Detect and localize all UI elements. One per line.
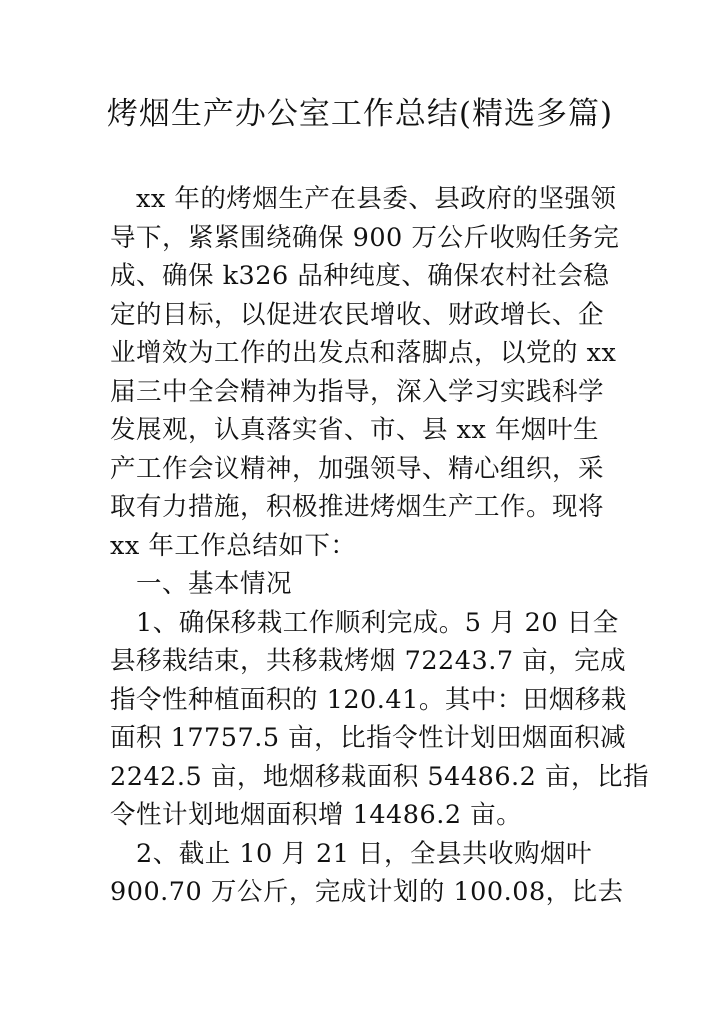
paragraph-line: 导下，紧紧围绕确保 900 万公斤收购任务完 <box>110 222 620 253</box>
paragraph-line: 成、确保 k326 品种纯度、确保农村社会稳 <box>110 261 610 291</box>
paragraph-line: 县移栽结束，共移栽烤烟 72243.7 亩，完成 <box>110 646 627 676</box>
paragraph-line: xx 年的烤烟生产在县委、县政府的坚强领 <box>136 184 617 214</box>
paragraph-line: 发展观，认真落实省、市、县 xx 年烟叶生 <box>110 415 599 445</box>
paragraph-line: 面积 17757.5 亩，比指令性计划田烟面积减 <box>110 723 627 753</box>
document-body <box>110 180 649 912</box>
paragraph-line: 届三中全会精神为指导，深入学习实践科学 <box>110 376 605 407</box>
paragraph-line: 取有力措施，积极推进烤烟生产工作。现将 <box>110 492 605 522</box>
document-title: 烤烟生产办公室工作总结(精选多篇) <box>106 96 614 132</box>
paragraph-line: 定的目标，以促进农民增收、财政增长、企 <box>110 299 605 330</box>
paragraph-line: 令性计划地烟面积增 14486.2 亩。 <box>110 800 523 830</box>
paragraph-line: 产工作会议精神，加强领导、精心组织，采 <box>110 453 605 484</box>
paragraph-line: xx 年工作总结如下： <box>110 530 357 561</box>
paragraph-line: 1、确保移栽工作顺利完成。5 月 20 日全 <box>136 607 619 638</box>
paragraph-line: 指令性种植面积的 120.41。其中：田烟移栽 <box>110 684 627 715</box>
section-heading: 一、基本情况 <box>136 569 293 599</box>
paragraph-line: 2、截止 10 月 21 日，全县共收购烟叶 <box>136 838 593 869</box>
paragraph-line: 业增效为工作的出发点和落脚点，以党的 xx <box>110 338 617 368</box>
paragraph-line: 900.70 万公斤，完成计划的 100.08，比去 <box>110 877 624 907</box>
paragraph-line: 2242.5 亩，地烟移栽面积 54486.2 亩，比指 <box>110 761 649 792</box>
